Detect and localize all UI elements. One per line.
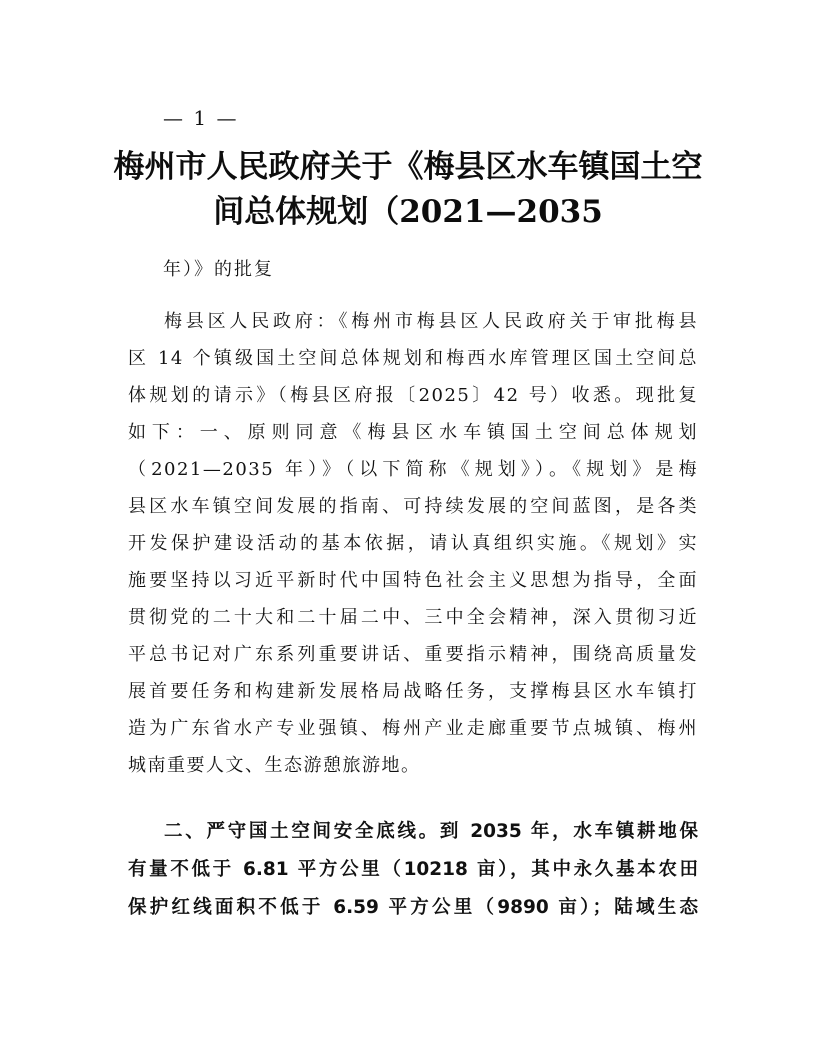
section-two-line: 二、严守国土空间安全底线。到 2035 年，水车镇耕地保 bbox=[164, 821, 698, 842]
body-paragraph-line: 造为广东省水产专业强镇、梅州产业走廊重要节点城镇、梅州 bbox=[128, 718, 698, 739]
body-paragraph-line: 区 14 个镇级国土空间总体规划和梅西水库管理区国土空间总 bbox=[128, 348, 698, 369]
body-paragraph-line: 体规划的请示》（梅县区府报〔2025〕42 号）收悉。现批复 bbox=[128, 385, 698, 406]
body-paragraph-line: 城南重要人文、生态游憩旅游地。 bbox=[128, 755, 421, 776]
body-paragraph-line: 贯彻党的二十大和二十届二中、三中全会精神，深入贯彻习近 bbox=[128, 607, 698, 628]
document-title-line-1: 梅州市人民政府关于《梅县区水车镇国土空 bbox=[113, 149, 703, 185]
section-two-line: 保护红线面积不低于 6.59 平方公里（9890 亩）；陆域生态 bbox=[128, 897, 698, 918]
body-paragraph-line: 展首要任务和构建新发展格局战略任务，支撑梅县区水车镇打 bbox=[128, 681, 698, 702]
body-paragraph-line: 施要坚持以习近平新时代中国特色社会主义思想为指导，全面 bbox=[128, 570, 698, 591]
body-paragraph-line: （2021—2035 年）》（以下简称《规划》）。《规划》是梅 bbox=[128, 459, 698, 480]
body-paragraph-line: 县区水车镇空间发展的指南、可持续发展的空间蓝图，是各类 bbox=[128, 496, 698, 517]
section-two-line: 有量不低于 6.81 平方公里（10218 亩），其中永久基本农田 bbox=[128, 859, 698, 880]
body-paragraph-line: 开发保护建设活动的基本依据，请认真组织实施。《规划》实 bbox=[128, 533, 698, 554]
body-paragraph-line: 梅县区人民政府：《梅州市梅县区人民政府关于审批梅县 bbox=[164, 311, 698, 332]
document-title-line-2: 间总体规划（2021—2035 bbox=[213, 194, 603, 230]
body-paragraph-line: 平总书记对广东系列重要讲话、重要指示精神，围绕高质量发 bbox=[128, 644, 698, 665]
body-paragraph-line: 如下：一、原则同意《梅县区水车镇国土空间总体规划 bbox=[128, 422, 698, 443]
page-number: — 1 — bbox=[163, 106, 239, 130]
document-title-continuation: 年）》的批复 bbox=[163, 259, 274, 280]
